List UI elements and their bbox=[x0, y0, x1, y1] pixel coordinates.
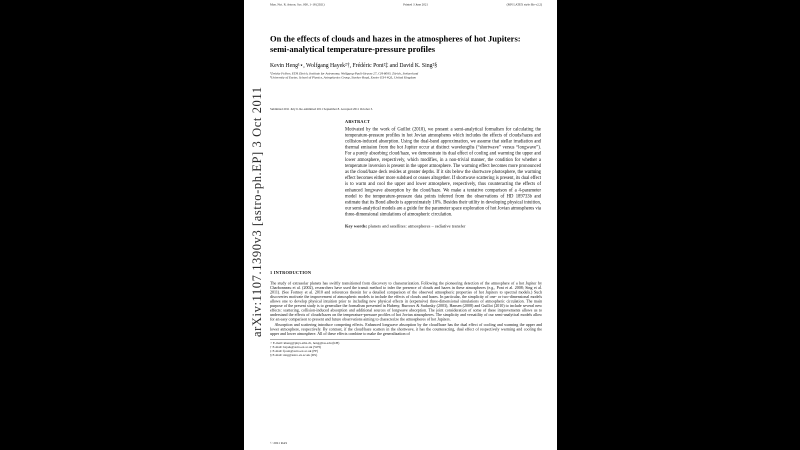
abstract-heading: ABSTRACT bbox=[345, 118, 371, 124]
journal-header bbox=[270, 3, 542, 7]
submission-dates: Submitted 2011 July 6. Re-submitted 2011 September 8. Accepted 2011 October 3. bbox=[270, 107, 373, 111]
journal-header-right: (MN LATEX style file v2.2) bbox=[506, 3, 542, 7]
footnote-email-ds: § E-mail: sing@astro.ex.ac.uk (DS) bbox=[270, 353, 318, 357]
journal-header-left: Mon. Not. R. Astron. Soc. 000, 1–18 (2021) bbox=[270, 3, 325, 7]
page-content bbox=[244, 0, 557, 450]
footnote-email-wh: † E-mail: hayek@astro.ex.ac.uk (WH) bbox=[270, 345, 321, 349]
affiliation-1: ¹Zwicky Fellow, ETH Zürich, Institute for Astronomy, Wolfgang-Pauli-Strasse 27, CH-8093, Zürich, Switzerland bbox=[270, 71, 419, 76]
keywords-text: planets and satellites: atmospheres – radiative transfer bbox=[368, 223, 466, 229]
abstract-text: Motivated by the work of Guillot (2010), we present a semi-analytical formalism for calculating the temperature-pressure profiles in hot Jovian atmospheres which includes the effects of clouds/hazes and collision-induced absorption. Using the dual-band approximation, we assume that stellar irradiation and thermal emission from the hot Jupiter occur at distinct wavelengths (“shortwave” versus “longwave”). For a purely absorbing cloud/haze, we demonstrate its dual effect of cooling and warming the upper and lower atmosphere, respectively, which modifies, in a non-trivial manner, the condition for whether a temperature inversion is present in the upper atmosphere. The warming effect becomes more pronounced as the cloud/haze deck resides at greater depths. If it sits below the shortwave photosphere, the warming effect becomes either more subdued or ceases altogether. If shortwave scattering is present, its dual effect is to warm and cool the upper and lower atmosphere, respectively, thus counteracting the effects of enhanced longwave absorption by the cloud/haze. We make a tentative comparison of a 4-parameter model to the temperature-pressure data points inferred from the observations of HD 189733b and estimate that its Bond albedo is approximately 10%. Besides their utility in developing physical intuition, our semi-analytical models are a guide for the parameter space exploration of hot Jovian atmospheres via three-dimensional simulations of atmospheric circulation. bbox=[345, 126, 541, 218]
footnote-email-fp: ‡ E-mail: fpont@astro.ex.ac.uk (FP) bbox=[270, 349, 319, 353]
affiliation-2: ²University of Exeter, School of Physics, Astrophysics Group, Stocker Road, Exeter EX4 4QL, United Kingdom bbox=[270, 76, 416, 80]
copyright-notice: © 2021 RAS bbox=[270, 441, 288, 445]
intro-paragraph-2: Absorption and scattering introduce competing effects. Enhanced longwave absorption by the cloud/haze has the dual effect of cooling and warming the upper and lower atmosphere, respectively. By contrast, if the cloud/haze scatters in the shortwave, it has the counteracting, dual effect of respectively warming and cooling the upper and lower atmosphere. All of these effects combine to make the generalization of bbox=[270, 322, 542, 336]
affiliations bbox=[270, 72, 542, 81]
keywords-line bbox=[345, 223, 541, 229]
abstract-block bbox=[345, 119, 541, 229]
authors-line: Kevin Heng¹⋆, Wolfgang Hayek²†, Frédéric Pont²‡ and David K. Sing²§ bbox=[270, 62, 438, 69]
intro-paragraph-1: The study of extrasolar planets has swiftly transitioned from discovery to characterization. Following the pioneering detection of the atmosphere of a hot Jupiter by Charbonneau et al. (2002), researchers have used the transit method to infer the presence of clouds and hazes in these atmospheres (e.g., Pont et al. 2008; Sing et al. 2011). (See Fortney et al. 2010 and references therein for a detailed comparison of the observed atmospheric properties of hot Jupiters to spectral models.) Such discoveries motivate the improvement of atmospheric models to include the effects of clouds and hazes. In particular, the simplicity of one- or two-dimensional models allows one to develop physical intuition prior to including new physical effects in (expensive) three-dimensional simulations of atmospheric circulation. The main purpose of the present study is to generalize the formalism presented in Hubeny, Burrows & Sudarsky (2003), Hansen (2008) and Guillot (2010) to include several new effects: scattering, collision-induced absorption and additional sources of longwave absorption. The joint consideration of some of these improvements allows us to understand the effects of clouds/hazes on the temperature-pressure profiles of hot Jovian atmospheres. The simplicity and versatility of our semi-analytical models allow for an easy comparison to present and future observations aiming to characterize the atmospheres of hot Jupiters. bbox=[270, 280, 542, 322]
section-heading-introduction: 1 INTRODUCTION bbox=[270, 269, 312, 275]
arxiv-watermark: arXiv:1107.1390v3 [astro-ph.EP] 3 Oct 2011 bbox=[250, 86, 264, 337]
journal-header-center: Printed 3 June 2021 bbox=[403, 3, 428, 7]
keywords-label: Key words: bbox=[345, 223, 368, 229]
paper-page bbox=[244, 0, 557, 450]
footnote-email-kh: ⋆ E-mail: kheng@phys.ethz.ch, heng@ias.edu (KH) bbox=[270, 341, 340, 345]
footnote-rule bbox=[270, 339, 380, 340]
paper-title: On the effects of clouds and hazes in the atmospheres of hot Jupiters: semi-analytical temperature-pressure profiles bbox=[270, 34, 521, 55]
footnotes bbox=[270, 341, 542, 357]
